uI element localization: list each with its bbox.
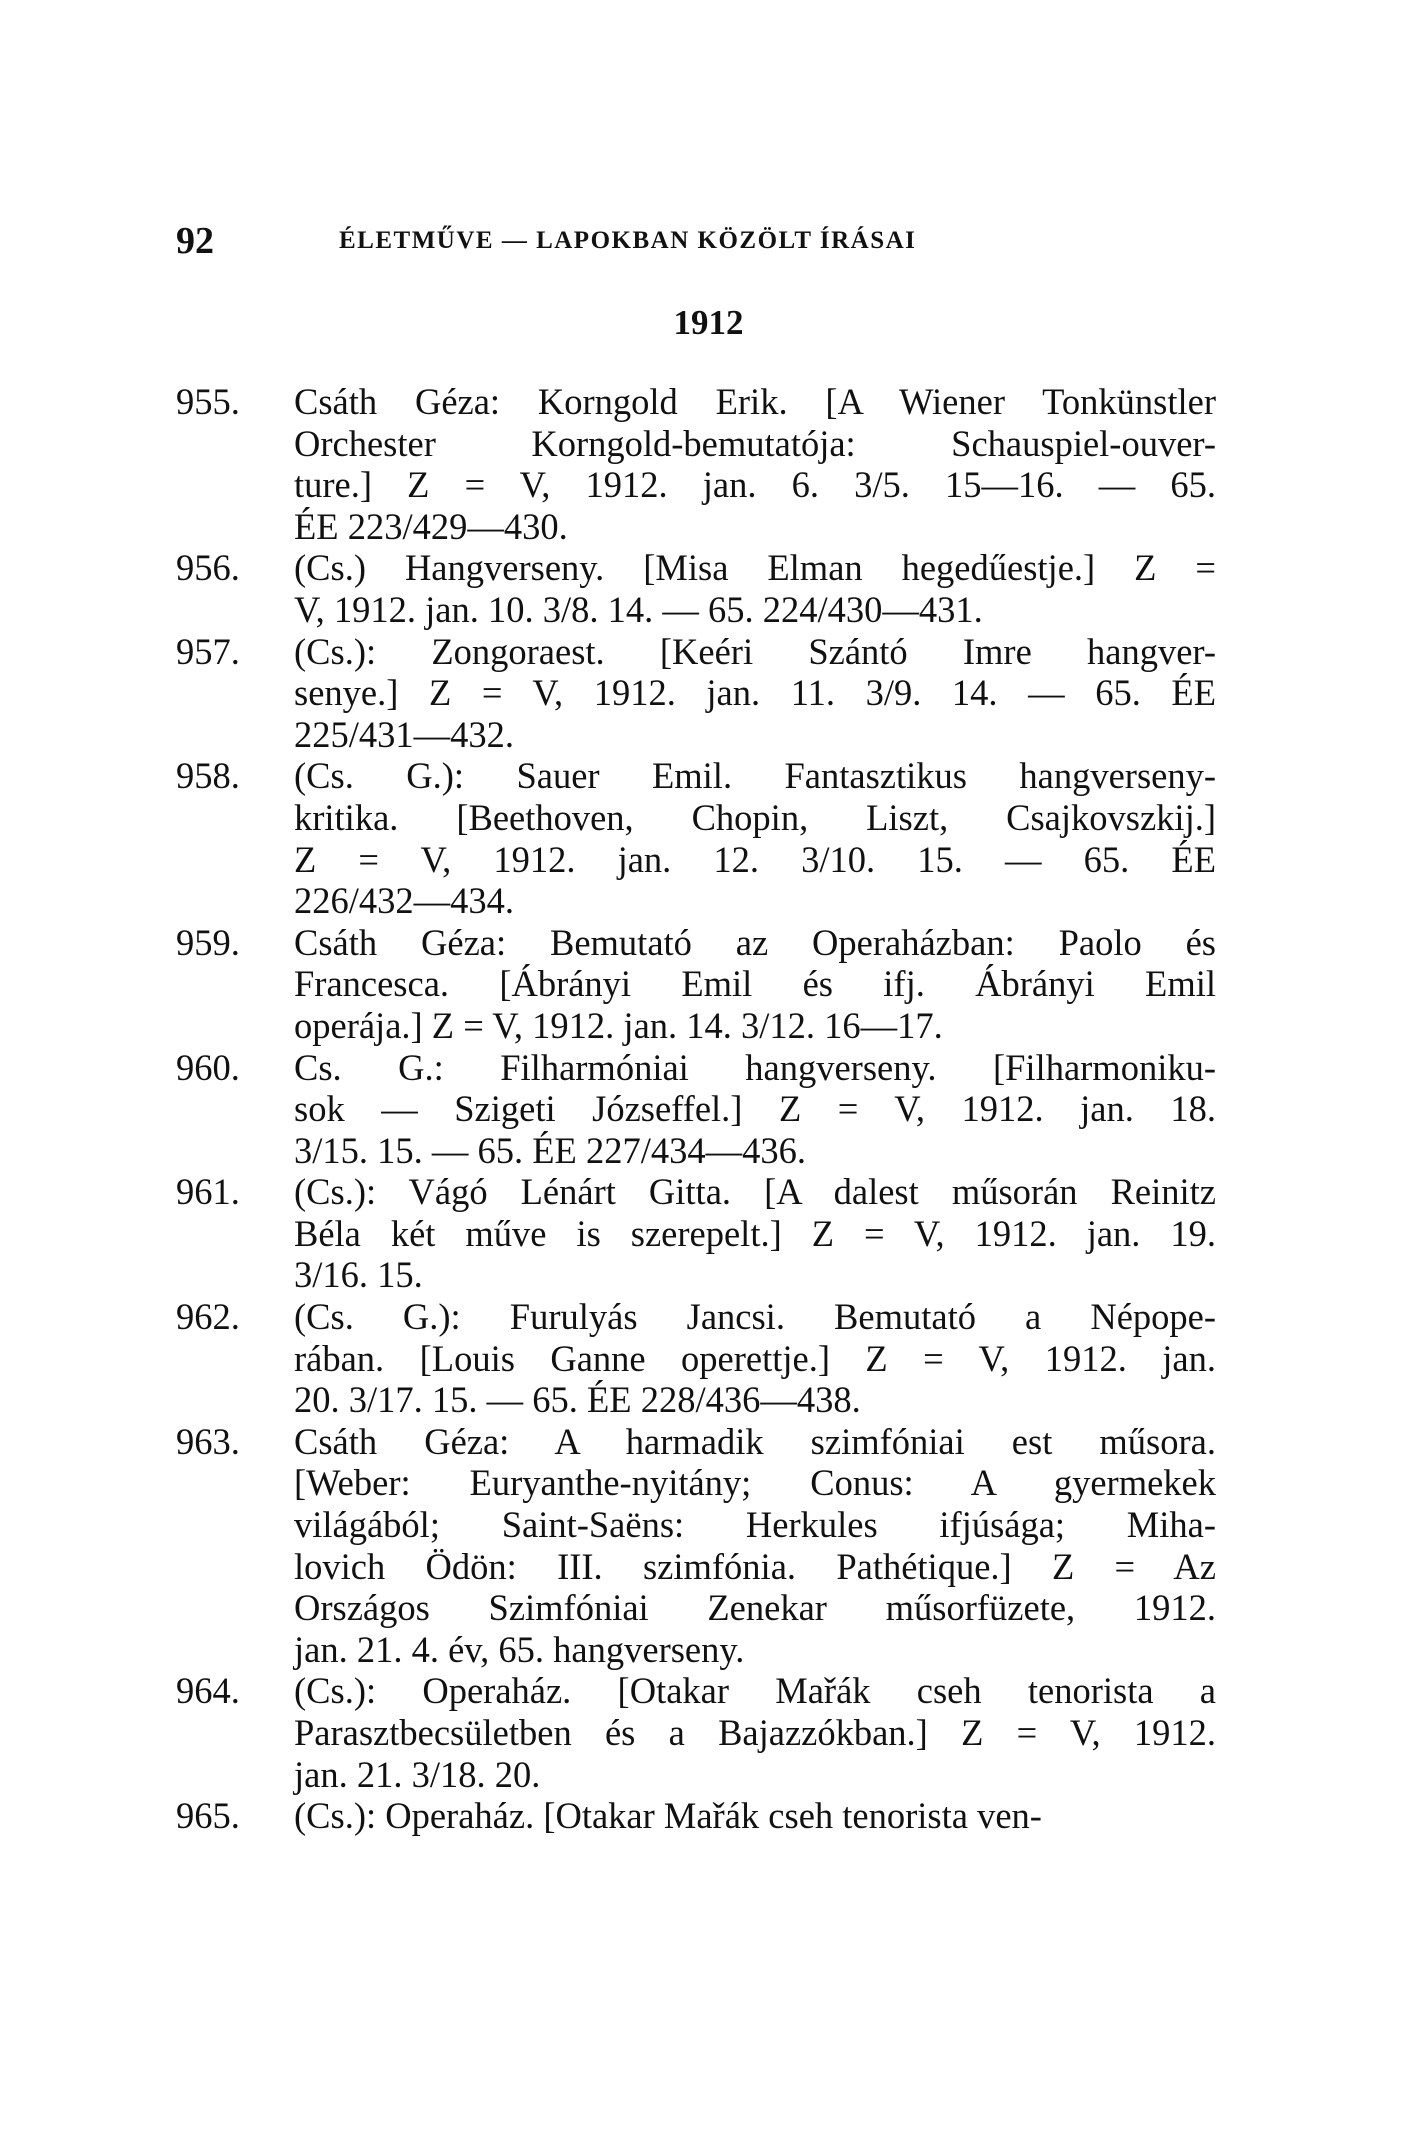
entry-text-line: (Cs.) Hangverseny. [Misa Elman hegedűestje.] Z = [294,547,1216,589]
bibliography-entry [176,381,1216,547]
entry-text-line: ÉE 223/429—430. [294,505,568,547]
entry-text-line: lovich Ödön: III. szimfónia. Pathétique.] Z = Az [294,1545,1216,1587]
bibliography-entry [176,922,1216,1047]
entry-text-line: Cs. G.: Filharmóniai hangverseny. [Filharmoniku- [294,1046,1216,1088]
entry-text-line: operája.] Z = V, 1912. jan. 14. 3/12. 16—17. [294,1004,943,1046]
bibliography-entry [176,1171,1216,1296]
entry-text-line: Z = V, 1912. jan. 12. 3/10. 15. — 65. ÉE [294,838,1216,880]
entry-text-line: (Cs.): Vágó Lénárt Gitta. [A dalest műsorán Reinitz [294,1171,1216,1213]
entry-text-line: 226/432—434. [294,880,515,922]
entry-number: 961. [176,1171,240,1213]
entry-text-line: 20. 3/17. 15. — 65. ÉE 228/436—438. [294,1379,861,1421]
entry-text-line: Csáth Géza: Korngold Erik. [A Wiener Tonkünstler [294,381,1216,422]
entry-text-line: Béla két műve is szerepelt.] Z = V, 1912. jan. 19. [294,1212,1216,1254]
entry-text-line: 3/15. 15. — 65. ÉE 227/434—436. [294,1129,806,1171]
entry-text-line: (Cs.): Operaház. [Otakar Mařák cseh tenorista ven- [294,1795,1042,1837]
entry-number: 960. [176,1046,240,1088]
entry-number: 963. [176,1420,240,1462]
entry-number: 962. [176,1296,240,1338]
entry-text-line: Parasztbecsületben és a Bajazzókban.] Z = V, 1912. [294,1712,1216,1753]
entry-text-line: (Cs. G.): Sauer Emil. Fantasztikus hangverseny- [294,755,1216,797]
bibliography-entry [176,755,1216,921]
entry-text-line: Orchester Korngold-bemutatója: Schauspiel-ouver- [294,422,1216,464]
entry-number: 957. [176,630,240,672]
entry-text-line: senye.] Z = V, 1912. jan. 11. 3/9. 14. — 65. ÉE [294,672,1216,714]
entry-number: 958. [176,755,240,797]
entry-text-line: [Weber: Euryanthe-nyitány; Conus: A gyermekek [294,1462,1216,1504]
entry-text-line: Csáth Géza: A harmadik szimfóniai est műsora. [294,1420,1216,1462]
entry-text-line: kritika. [Beethoven, Chopin, Liszt, Csajkovszkij.] [294,796,1216,838]
bibliography-list [176,381,1216,1837]
entry-text-line: Francesca. [Ábrányi Emil és ifj. Ábrányi Emil [294,963,1216,1005]
entry-number: 964. [176,1670,240,1712]
entry-text-line: Csáth Géza: Bemutató az Operaházban: Paolo és [294,921,1216,963]
entry-text-line: V, 1912. jan. 10. 3/8. 14. — 65. 224/430—431. [294,588,983,630]
entry-text-line: világából; Saint-Saëns: Herkules ifjúsága; Miha- [294,1504,1216,1546]
entry-number: 955. [176,381,240,422]
entry-text-line: 225/431—432. [294,713,515,755]
bibliography-entry [176,547,1216,630]
bibliography-entry [176,631,1216,756]
entry-text-line: 3/16. 15. [294,1254,423,1296]
year-heading: 1912 [673,303,744,342]
entry-text-line: Országos Szimfóniai Zenekar műsorfüzete, 1912. [294,1587,1216,1629]
entry-text-line: ture.] Z = V, 1912. jan. 6. 3/5. 15—16. — 65. [294,464,1216,506]
entry-text-line: (Cs. G.): Furulyás Jancsi. Bemutató a Népope- [294,1296,1216,1338]
entry-text-line: jan. 21. 4. év, 65. hangverseny. [294,1628,745,1670]
bibliography-entry [176,1421,1216,1671]
bibliography-entry [176,1670,1216,1795]
entry-number: 965. [176,1795,240,1837]
entry-text-line: (Cs.): Operaház. [Otakar Mařák cseh tenorista a [294,1670,1216,1712]
page-number: 92 [176,220,214,262]
entry-text-line: rában. [Louis Ganne operettje.] Z = V, 1912. jan. [294,1337,1216,1379]
entry-number: 956. [176,547,240,589]
bibliography-entry [176,1047,1216,1172]
entry-number: 959. [176,921,240,963]
bibliography-entry [176,1795,1216,1837]
running-head [176,216,1212,266]
entry-text-line: jan. 21. 3/18. 20. [294,1753,541,1795]
entry-text-line: (Cs.): Zongoraest. [Keéri Szántó Imre hangver- [294,630,1216,672]
entry-text-line: sok — Szigeti Józseffel.] Z = V, 1912. jan. 18. [294,1088,1216,1130]
running-head-title: ÉLETMŰVE — LAPOKBAN KÖZÖLT ÍRÁSAI [339,227,917,254]
bibliography-entry [176,1296,1216,1421]
